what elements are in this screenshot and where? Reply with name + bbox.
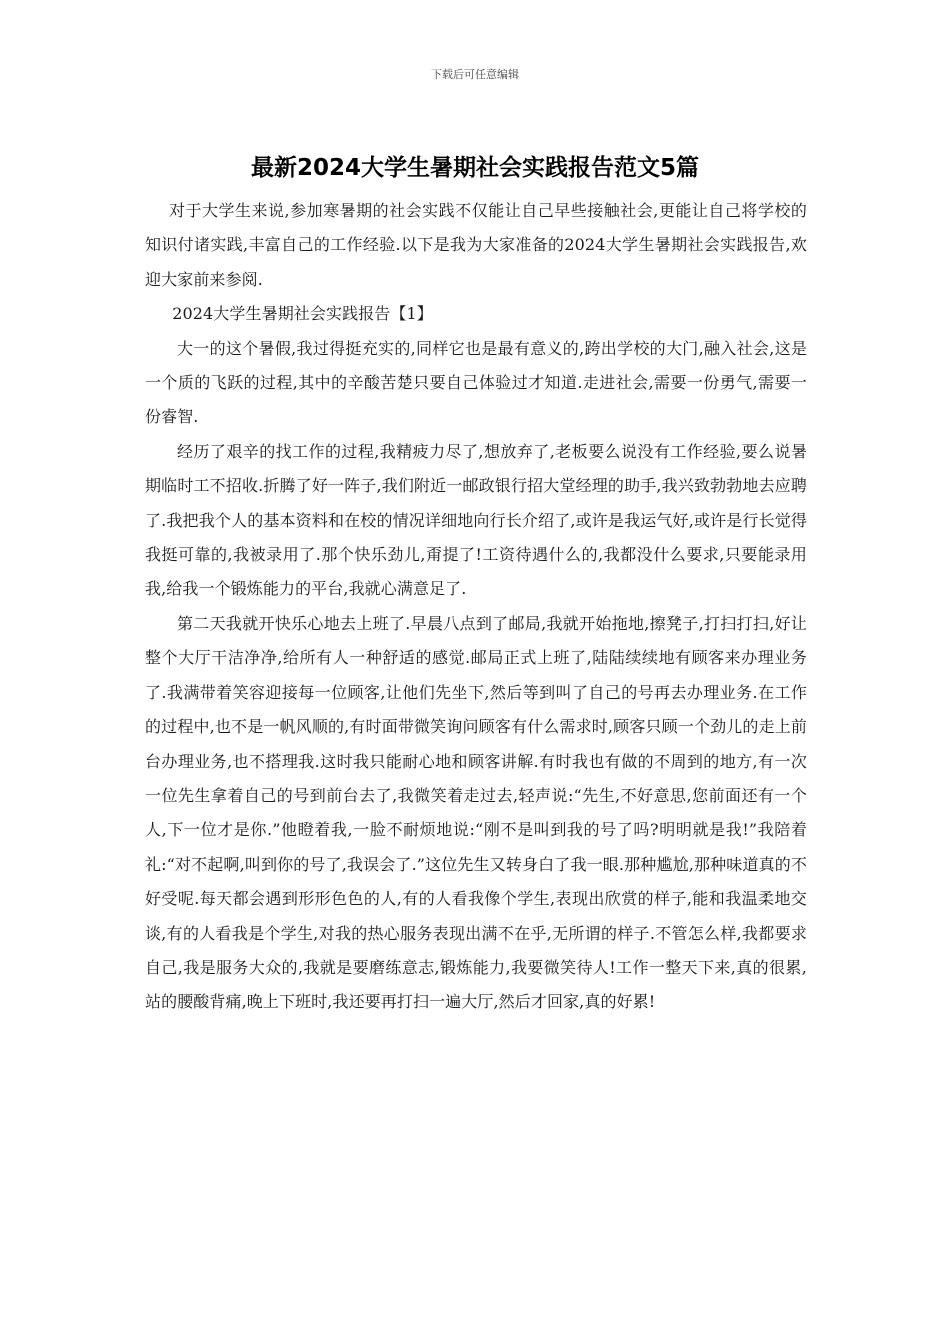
header-note: 下载后可任意编辑 — [431, 68, 519, 81]
body-paragraph-3: 第二天我就开快乐心地去上班了.早晨八点到了邮局,我就开始拖地,擦凳子,打扫打扫,好让整个大厅干洁净净,给所有人一种舒适的感觉.邮局正式上班了,陆陆续续地有顾客来办理业务了.我满带着笑容迎接每一位顾客,让他们先坐下,然后等到叫了自己的号再去办理业务.在工作的过程中,也不是一帆风顺的,有时面带微笑询问顾客有什么需求时,顾客只顾一个劲儿的走上前台办理业务,也不搭理我.这时我只能耐心地和顾客讲解.有时我也有做的不周到的地方,有一次一位先生拿着自己的号到前台去了,我微笑着走过去,轻声说:“先生,不好意思,您前面还有一个人,下一位才是你.”他瞪着我,一脸不耐烦地说:“刚不是叫到我的号了吗?明明就是我!”我陪着礼:“对不起啊,叫到你的号了,我误会了.”这位先生又转身白了我一眼.那种尴尬,那种味道真的不好受呢.每天都会遇到形形色色的人,有的人看我像个学生,表现出欣赏的样子,能和我温柔地交谈,有的人看我是个学生,对我的热心服务表现出满不在乎,无所谓的样子.不管怎么样,我都要求自己,我是服务大众的,我就是要磨练意志,锻炼能力,我要微笑待人!工作一整天下来,真的很累,站的腰酸背痛,晚上下班时,我还要再打扫一遍大厅,然后才回家,真的好累! — [145, 613, 807, 1012]
document-title: 最新2024大学生暑期社会实践报告范文5篇 — [250, 155, 700, 181]
section-heading: 2024大学生暑期社会实践报告【1】 — [172, 304, 433, 324]
body-paragraph-1: 大一的这个暑假,我过得挺充实的,同样它也是最有意义的,跨出学校的大门,融入社会,这是一个质的飞跃的过程,其中的辛酸苦楚只要自己体验过才知道.走进社会,需要一份勇气,需要一份睿智. — [145, 338, 807, 427]
document-body — [145, 194, 807, 1020]
intro-paragraph: 对于大学生来说,参加寒暑期的社会实践不仅能让自己早些接触社会,更能让自己将学校的知识付诸实践,丰富自己的工作经验.以下是我为大家准备的2024大学生暑期社会实践报告,欢迎大家前来参阅. — [145, 201, 807, 289]
body-paragraph-2: 经历了艰辛的找工作的过程,我精疲力尽了,想放弃了,老板要么说没有工作经验,要么说暑期临时工不招收.折腾了好一阵子,我们附近一邮政银行招大堂经理的助手,我兴致勃勃地去应聘了.我把我个人的基本资料和在校的情况详细地向行长介绍了,或许是我运气好,或许是行长觉得我挺可靠的,我被录用了.那个快乐劲儿,甭提了!工资待遇什么的,我都没什么要求,只要能录用我,给我一个锻炼能力的平台,我就心满意足了. — [145, 441, 807, 599]
